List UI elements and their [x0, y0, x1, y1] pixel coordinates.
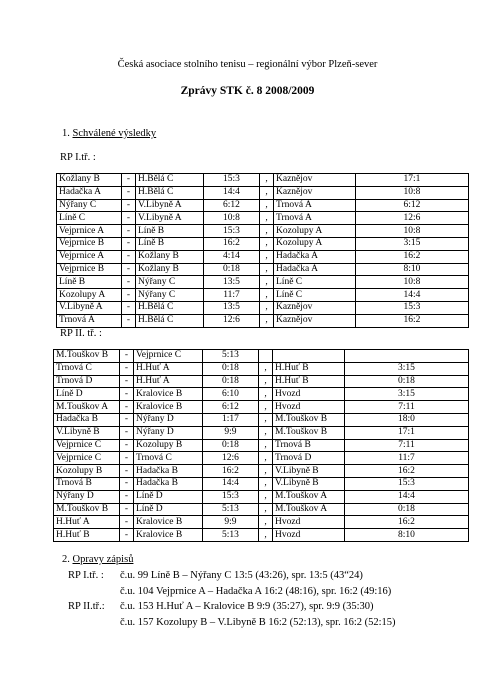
second-opponent-cell: Líně C	[274, 289, 356, 302]
separator-cell: -	[122, 199, 136, 212]
second-score-cell: 14:4	[345, 490, 469, 503]
score-cell: 11:7	[204, 289, 260, 302]
second-score-cell: 8:10	[356, 263, 469, 276]
table-row	[54, 516, 469, 529]
second-score-cell: 16:2	[345, 516, 469, 529]
separator-cell: -	[120, 350, 134, 363]
second-opponent-cell: Hadačka A	[274, 263, 356, 276]
away-team-cell: H.Bělá C	[136, 186, 204, 199]
score-cell: 9:9	[203, 426, 259, 439]
second-opponent-cell	[273, 350, 345, 363]
second-opponent-cell: Kaznějov	[274, 301, 356, 314]
rp1-label: RP I.tř. :	[60, 152, 96, 163]
home-team-cell: Vejprnice A	[57, 250, 122, 263]
comma-cell: ,	[260, 314, 274, 327]
away-team-cell: Kralovice B	[134, 388, 203, 401]
table-row	[57, 314, 469, 327]
home-team-cell: Vejprnice A	[57, 225, 122, 238]
table-row	[57, 225, 469, 238]
separator-cell: -	[120, 375, 134, 388]
score-cell: 14:4	[204, 186, 260, 199]
correction-category-label: RP II.tř.:	[68, 601, 105, 612]
comma-cell: ,	[259, 362, 273, 375]
correction-line: č.u. 104 Vejprnice A – Hadačka A 16:2 (48:16), spr. 16:2 (49:16)	[120, 585, 392, 597]
separator-cell: -	[122, 276, 136, 289]
away-team-cell: Hadačka B	[134, 477, 203, 490]
section2-heading	[62, 555, 133, 566]
home-team-cell: Trnová A	[57, 314, 122, 327]
away-team-cell: H.Bělá C	[136, 314, 204, 327]
comma-cell: ,	[260, 250, 274, 263]
second-opponent-cell: Hvozd	[273, 401, 345, 414]
second-score-cell: 3:15	[356, 237, 469, 250]
away-team-cell: V.Libyně A	[136, 212, 204, 225]
home-team-cell: Kozolupy B	[54, 465, 120, 478]
comma-cell: ,	[260, 289, 274, 302]
second-opponent-cell: Hvozd	[273, 388, 345, 401]
table-row	[54, 439, 469, 452]
home-team-cell: Líně C	[57, 212, 122, 225]
second-score-cell: 10:8	[356, 276, 469, 289]
table-row	[57, 250, 469, 263]
home-team-cell: Vejprnice C	[54, 452, 120, 465]
second-opponent-cell: V.Libyně B	[273, 477, 345, 490]
section1-heading	[62, 129, 156, 140]
table-row	[54, 350, 469, 363]
separator-cell: -	[122, 186, 136, 199]
correction-line: č.u. 157 Kozolupy B – V.Libyně B 16:2 (52:13), spr. 16:2 (52:15)	[120, 616, 396, 628]
second-opponent-cell: M.Touškov A	[273, 490, 345, 503]
score-cell: 6:12	[204, 199, 260, 212]
table-row	[54, 503, 469, 516]
comma-cell: ,	[259, 452, 273, 465]
separator-cell: -	[122, 250, 136, 263]
second-score-cell: 18:0	[345, 413, 469, 426]
separator-cell: -	[120, 529, 134, 542]
comma-cell: ,	[260, 276, 274, 289]
separator-cell: -	[120, 503, 134, 516]
second-opponent-cell: M.Touškov B	[273, 413, 345, 426]
away-team-cell: H.Bělá C	[136, 174, 204, 187]
comma-cell: ,	[260, 237, 274, 250]
away-team-cell: Kožlany B	[136, 263, 204, 276]
table-row	[54, 362, 469, 375]
home-team-cell: H.Huť B	[54, 529, 120, 542]
home-team-cell: Vejprnice B	[57, 263, 122, 276]
comma-cell: ,	[259, 426, 273, 439]
comma-cell: ,	[260, 174, 274, 187]
score-cell: 15:3	[203, 490, 259, 503]
home-team-cell: Líně B	[57, 276, 122, 289]
rp2-results-table	[53, 349, 469, 542]
away-team-cell: Nýřany C	[136, 276, 204, 289]
home-team-cell: Trnová B	[54, 477, 120, 490]
table-row	[54, 413, 469, 426]
table-row	[57, 301, 469, 314]
score-cell: 0:18	[204, 263, 260, 276]
score-cell: 6:10	[203, 388, 259, 401]
away-team-cell: Kozolupy B	[134, 439, 203, 452]
separator-cell: -	[122, 263, 136, 276]
separator-cell: -	[120, 516, 134, 529]
table-row	[54, 375, 469, 388]
second-score-cell: 12:6	[356, 212, 469, 225]
score-cell: 9:9	[203, 516, 259, 529]
away-team-cell: Kralovice B	[134, 516, 203, 529]
comma-cell: ,	[260, 301, 274, 314]
score-cell: 15:3	[204, 225, 260, 238]
second-score-cell: 8:10	[345, 529, 469, 542]
table-row	[54, 477, 469, 490]
second-score-cell: 15:3	[345, 477, 469, 490]
home-team-cell: Vejprnice B	[57, 237, 122, 250]
second-score-cell: 3:15	[345, 362, 469, 375]
home-team-cell: M.Touškov B	[54, 503, 120, 516]
comma-cell: ,	[260, 212, 274, 225]
table-row	[57, 174, 469, 187]
second-opponent-cell: Kozolupy A	[274, 225, 356, 238]
separator-cell: -	[120, 362, 134, 375]
away-team-cell: Trnová C	[134, 452, 203, 465]
score-cell: 12:6	[203, 452, 259, 465]
section2-number: 2.	[62, 554, 73, 565]
away-team-cell: V.Libyně A	[136, 199, 204, 212]
comma-cell: ,	[259, 375, 273, 388]
comma-cell: ,	[260, 263, 274, 276]
comma-cell: ,	[260, 199, 274, 212]
comma-cell	[259, 350, 273, 363]
table-row	[54, 452, 469, 465]
score-cell: 5:13	[203, 529, 259, 542]
table-row	[57, 263, 469, 276]
second-opponent-cell: V.Libyně B	[273, 465, 345, 478]
home-team-cell: Trnová C	[54, 362, 120, 375]
away-team-cell: Hadačka B	[134, 465, 203, 478]
table-row	[54, 401, 469, 414]
separator-cell: -	[122, 237, 136, 250]
table-row	[54, 490, 469, 503]
away-team-cell: Kralovice B	[134, 401, 203, 414]
second-opponent-cell: M.Touškov A	[273, 503, 345, 516]
away-team-cell: Nýřany D	[134, 413, 203, 426]
table-row	[54, 465, 469, 478]
second-opponent-cell: Hvozd	[273, 516, 345, 529]
separator-cell: -	[120, 452, 134, 465]
score-cell: 5:13	[203, 350, 259, 363]
separator-cell: -	[122, 225, 136, 238]
comma-cell: ,	[259, 516, 273, 529]
score-cell: 10:8	[204, 212, 260, 225]
comma-cell: ,	[259, 490, 273, 503]
second-score-cell: 10:8	[356, 225, 469, 238]
score-cell: 16:2	[204, 237, 260, 250]
separator-cell: -	[122, 301, 136, 314]
comma-cell: ,	[260, 186, 274, 199]
home-team-cell: V.Libyně A	[57, 301, 122, 314]
away-team-cell: H.Bělá C	[136, 301, 204, 314]
section1-title: Schválené výsledky	[72, 128, 157, 139]
home-team-cell: V.Libyně B	[54, 426, 120, 439]
second-opponent-cell: Kaznějov	[274, 314, 356, 327]
second-opponent-cell: Kaznějov	[274, 186, 356, 199]
page-title: Zprávy STK č. 8 2008/2009	[180, 85, 315, 97]
home-team-cell: M.Touškov B	[54, 350, 120, 363]
score-cell: 15:3	[204, 174, 260, 187]
score-cell: 0:18	[203, 362, 259, 375]
separator-cell: -	[122, 289, 136, 302]
comma-cell: ,	[259, 503, 273, 516]
away-team-cell: H.Huť A	[134, 362, 203, 375]
away-team-cell: Nýřany C	[136, 289, 204, 302]
comma-cell: ,	[259, 388, 273, 401]
score-cell: 4:14	[204, 250, 260, 263]
second-score-cell: 3:15	[345, 388, 469, 401]
comma-cell: ,	[259, 477, 273, 490]
second-score-cell	[345, 350, 469, 363]
second-score-cell: 0:18	[345, 375, 469, 388]
away-team-cell: Nýřany D	[134, 426, 203, 439]
away-team-cell: Kralovice B	[134, 529, 203, 542]
score-cell: 12:6	[204, 314, 260, 327]
home-team-cell: Vejprnice C	[54, 439, 120, 452]
home-team-cell: Kožlany B	[57, 174, 122, 187]
second-opponent-cell: Kozolupy A	[274, 237, 356, 250]
second-opponent-cell: Trnová D	[273, 452, 345, 465]
table-row	[54, 426, 469, 439]
separator-cell: -	[120, 401, 134, 414]
table-row	[57, 199, 469, 212]
away-team-cell: Líně D	[134, 490, 203, 503]
separator-cell: -	[120, 477, 134, 490]
separator-cell: -	[120, 426, 134, 439]
second-score-cell: 6:12	[356, 199, 469, 212]
away-team-cell: Líně B	[136, 237, 204, 250]
score-cell: 0:18	[203, 375, 259, 388]
table-row	[57, 212, 469, 225]
second-opponent-cell: Hadačka A	[274, 250, 356, 263]
rp2-label: RP II. tř. :	[60, 328, 102, 339]
second-opponent-cell: Trnová B	[273, 439, 345, 452]
second-score-cell: 16:2	[345, 465, 469, 478]
away-team-cell: H.Huť A	[134, 375, 203, 388]
separator-cell: -	[120, 490, 134, 503]
score-cell: 16:2	[203, 465, 259, 478]
second-score-cell: 15:3	[356, 301, 469, 314]
organization-header: Česká asociace stolního tenisu – regionální výbor Plzeň-sever	[117, 59, 378, 70]
table-row	[54, 388, 469, 401]
correction-line: č.u. 153 H.Huť A – Kralovice B 9:9 (35:27), spr. 9:9 (35:30)	[120, 601, 374, 612]
comma-cell: ,	[259, 413, 273, 426]
score-cell: 13:5	[204, 276, 260, 289]
correction-category-label: RP I.tř. :	[68, 570, 104, 581]
second-opponent-cell: Kaznějov	[274, 174, 356, 187]
separator-cell: -	[120, 388, 134, 401]
rp1-results-table	[56, 173, 469, 328]
second-opponent-cell: Hvozd	[273, 529, 345, 542]
second-score-cell: 7:11	[345, 401, 469, 414]
home-team-cell: M.Touškov A	[54, 401, 120, 414]
second-opponent-cell: Trnová A	[274, 212, 356, 225]
section2-title: Opravy zápisů	[72, 554, 134, 565]
home-team-cell: Líně D	[54, 388, 120, 401]
separator-cell: -	[120, 439, 134, 452]
table-row	[54, 529, 469, 542]
score-cell: 5:13	[203, 503, 259, 516]
table-row	[57, 289, 469, 302]
second-score-cell: 16:2	[356, 314, 469, 327]
second-opponent-cell: Trnová A	[274, 199, 356, 212]
comma-cell: ,	[259, 465, 273, 478]
second-score-cell: 7:11	[345, 439, 469, 452]
comma-cell: ,	[260, 225, 274, 238]
table-row	[57, 186, 469, 199]
away-team-cell: Líně D	[134, 503, 203, 516]
score-cell: 6:12	[203, 401, 259, 414]
separator-cell: -	[120, 413, 134, 426]
score-cell: 14:4	[203, 477, 259, 490]
second-score-cell: 16:2	[356, 250, 469, 263]
correction-line: č.u. 99 Líně B – Nýřany C 13:5 (43:26), spr. 13:5 (43“24)	[120, 570, 363, 581]
second-opponent-cell: H.Huť B	[273, 362, 345, 375]
second-score-cell: 0:18	[345, 503, 469, 516]
second-score-cell: 14:4	[356, 289, 469, 302]
separator-cell: -	[122, 212, 136, 225]
table-row	[57, 237, 469, 250]
away-team-cell: Kožlany B	[136, 250, 204, 263]
home-team-cell: Hadačka B	[54, 413, 120, 426]
table-row	[57, 276, 469, 289]
home-team-cell: Kozolupy A	[57, 289, 122, 302]
separator-cell: -	[122, 174, 136, 187]
second-opponent-cell: H.Huť B	[273, 375, 345, 388]
second-opponent-cell: Líně C	[274, 276, 356, 289]
home-team-cell: H.Huť A	[54, 516, 120, 529]
home-team-cell: Hadačka A	[57, 186, 122, 199]
second-score-cell: 11:7	[345, 452, 469, 465]
home-team-cell: Nýřany C	[57, 199, 122, 212]
second-score-cell: 17:1	[356, 174, 469, 187]
score-cell: 0:18	[203, 439, 259, 452]
separator-cell: -	[120, 465, 134, 478]
score-cell: 13:5	[204, 301, 260, 314]
away-team-cell: Líně B	[136, 225, 204, 238]
separator-cell: -	[122, 314, 136, 327]
away-team-cell: Vejprnice C	[134, 350, 203, 363]
home-team-cell: Nýřany D	[54, 490, 120, 503]
comma-cell: ,	[259, 529, 273, 542]
score-cell: 1:17	[203, 413, 259, 426]
comma-cell: ,	[259, 401, 273, 414]
section1-number: 1.	[62, 128, 73, 139]
second-score-cell: 17:1	[345, 426, 469, 439]
home-team-cell: Trnová D	[54, 375, 120, 388]
second-opponent-cell: M.Touškov B	[273, 426, 345, 439]
comma-cell: ,	[259, 439, 273, 452]
second-score-cell: 10:8	[356, 186, 469, 199]
